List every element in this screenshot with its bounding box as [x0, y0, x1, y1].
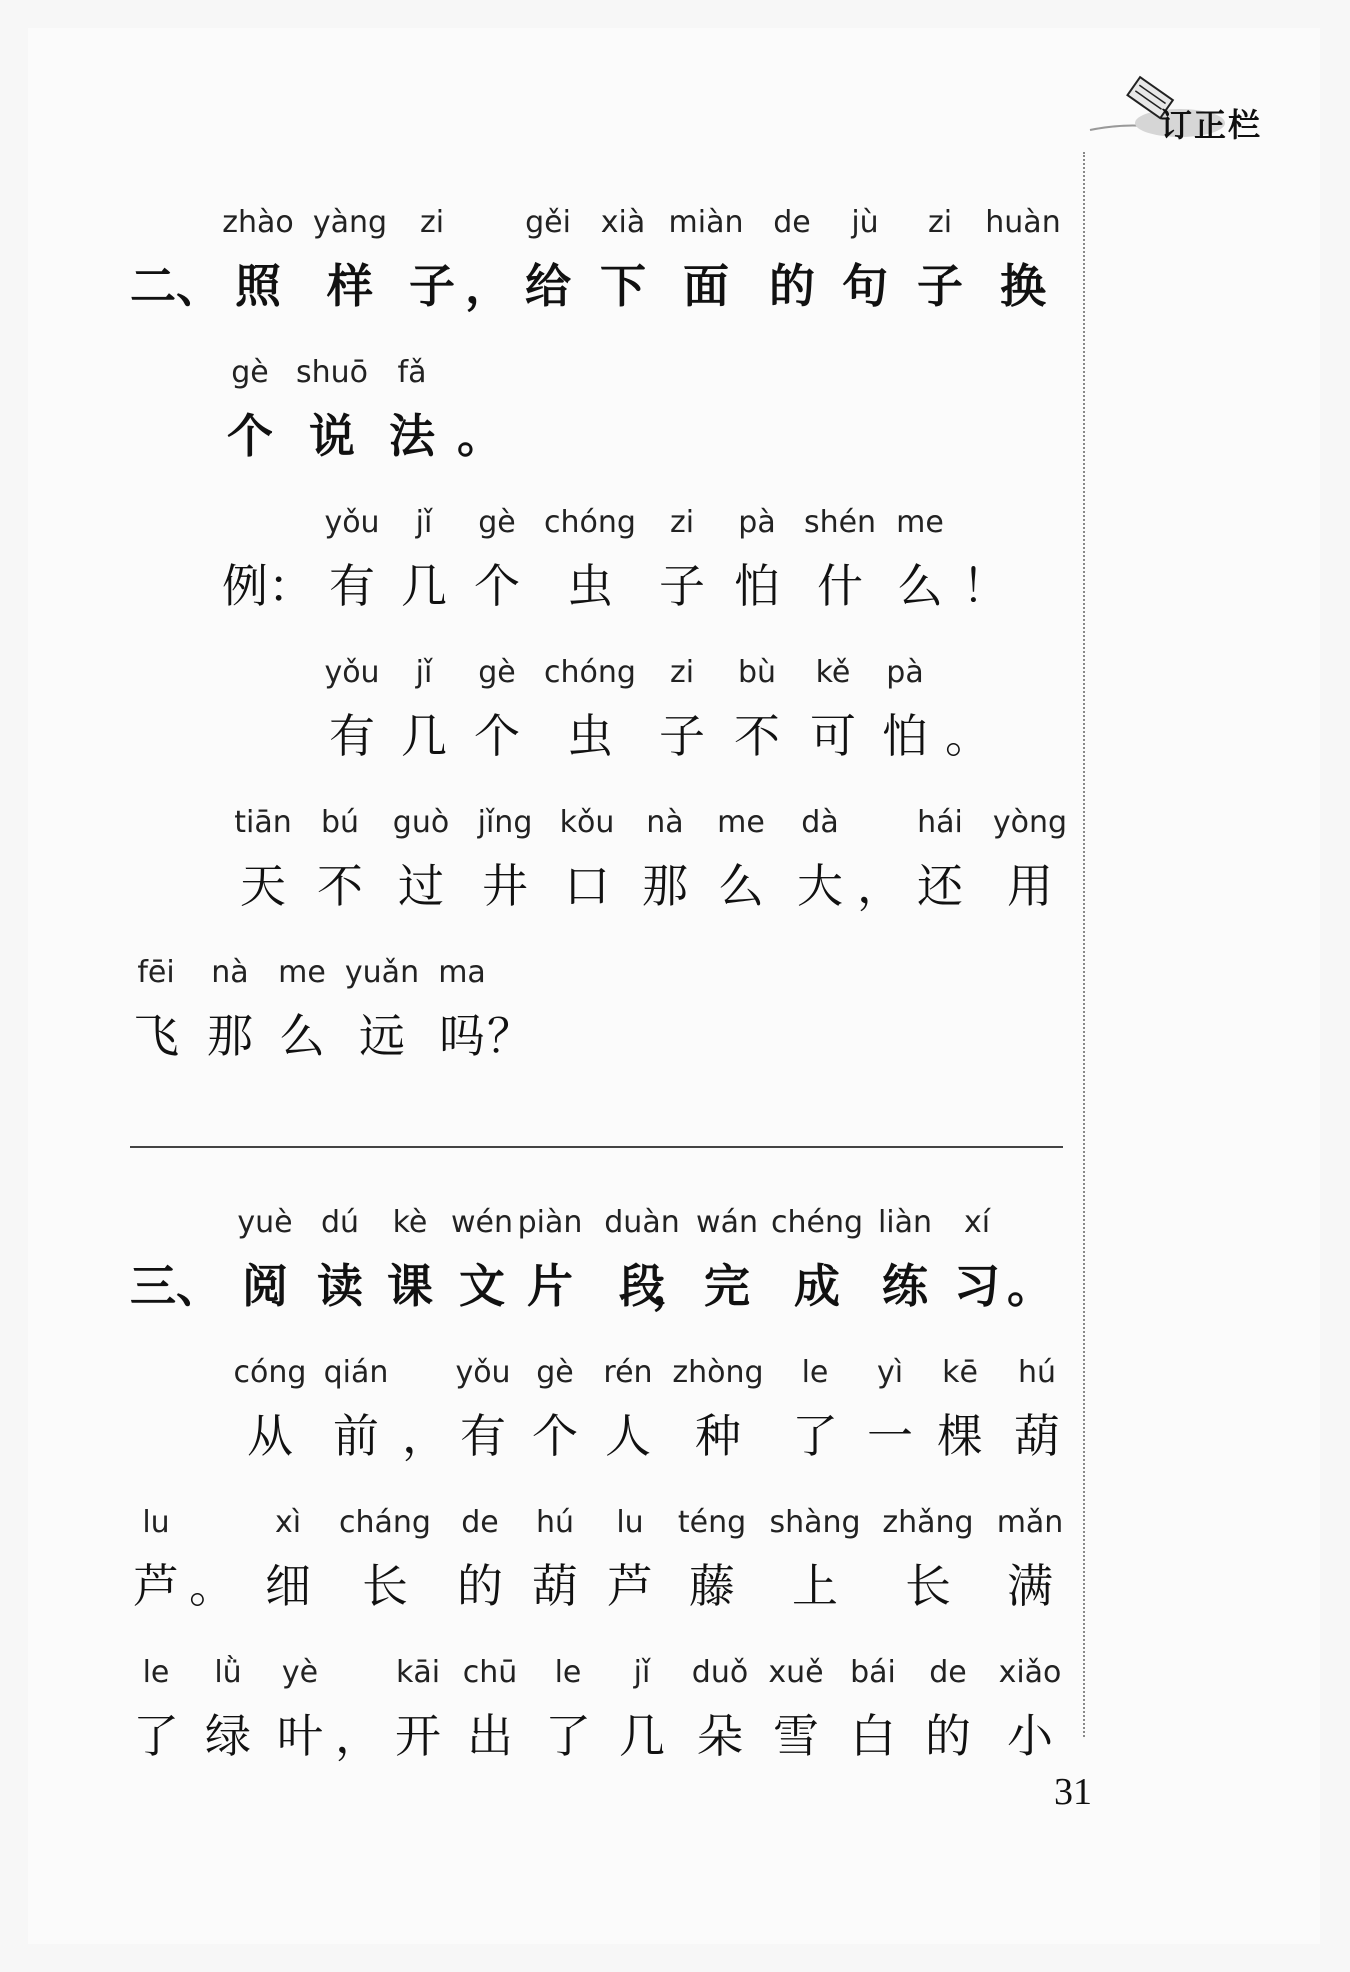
pinyin-syllable: qián: [323, 1355, 389, 1390]
hanzi-character: 藤: [689, 1559, 735, 1613]
pinyin-syllable: jǐ: [633, 1655, 651, 1690]
punctuation-mark: 。: [189, 1559, 235, 1613]
hanzi-character: 段: [619, 1259, 665, 1313]
pinyin-syllable: piàn: [517, 1205, 583, 1240]
pinyin-syllable: yè: [281, 1655, 319, 1690]
pinyin-syllable: guò: [392, 805, 450, 840]
section-number: 二、: [130, 259, 222, 313]
page-number: 31: [1054, 1771, 1092, 1813]
hanzi-character: 长: [362, 1559, 408, 1613]
hanzi-character: 给: [525, 259, 571, 313]
pinyin-syllable: gěi: [525, 205, 571, 240]
pinyin-syllable: miàn: [668, 205, 744, 240]
pinyin-syllable: yòng: [992, 805, 1068, 840]
hanzi-character: 虫: [567, 559, 613, 613]
pinyin-syllable: me: [717, 805, 765, 840]
pinyin-syllable: duàn: [604, 1205, 680, 1240]
pinyin-syllable: zi: [669, 655, 695, 690]
punctuation-mark: 。: [1007, 1259, 1053, 1313]
hanzi-character: 几: [401, 559, 447, 613]
hanzi-character: 葫: [1014, 1409, 1060, 1463]
hanzi-character: 有: [329, 709, 375, 763]
pinyin-syllable: zi: [669, 505, 695, 540]
hanzi-character: 大: [797, 859, 843, 913]
pinyin-syllable: kāi: [395, 1655, 441, 1690]
pinyin-syllable: wán: [696, 1205, 758, 1240]
section2-heading-line1: [0, 205, 1350, 345]
hanzi-character: 种: [695, 1409, 741, 1463]
punctuation-mark: ，: [465, 259, 511, 313]
hanzi-character: 什: [817, 559, 863, 613]
pinyin-syllable: lǜ: [214, 1655, 242, 1690]
pinyin-syllable: shàng: [769, 1505, 861, 1540]
hanzi-character: 上: [792, 1559, 838, 1613]
hanzi-character: 的: [769, 259, 815, 313]
pinyin-syllable: jǐ: [415, 655, 433, 690]
hanzi-character: 天: [240, 859, 286, 913]
hanzi-character: 读: [317, 1259, 363, 1313]
pinyin-syllable: chóng: [544, 655, 636, 690]
pinyin-syllable: chóng: [544, 505, 636, 540]
pinyin-syllable: hái: [917, 805, 963, 840]
pinyin-syllable: huàn: [985, 205, 1061, 240]
hanzi-character: 么: [279, 1009, 325, 1063]
pinyin-syllable: chéng: [770, 1205, 864, 1240]
hanzi-character: 那: [207, 1009, 253, 1063]
hanzi-character: 习: [954, 1259, 1000, 1313]
pinyin-syllable: le: [801, 1355, 829, 1390]
pinyin-syllable: gè: [478, 505, 516, 540]
pinyin-syllable: de: [773, 205, 811, 240]
hanzi-character: 个: [532, 1409, 578, 1463]
pinyin-syllable: nà: [211, 955, 249, 990]
pinyin-syllable: zi: [419, 205, 445, 240]
hanzi-character: 井: [482, 859, 528, 913]
hanzi-character: 么: [718, 859, 764, 913]
hanzi-character: 开: [395, 1709, 441, 1763]
hanzi-character: 虫: [567, 709, 613, 763]
section-number: 例：: [222, 559, 314, 613]
pinyin-syllable: yuè: [237, 1205, 293, 1240]
hanzi-character: 棵: [937, 1409, 983, 1463]
hanzi-character: 葫: [532, 1559, 578, 1613]
pinyin-syllable: téng: [677, 1505, 747, 1540]
hanzi-character: 子: [659, 559, 705, 613]
pinyin-syllable: hú: [535, 1505, 575, 1540]
hanzi-character: 绿: [205, 1709, 251, 1763]
pinyin-syllable: xià: [600, 205, 646, 240]
pinyin-syllable: de: [929, 1655, 967, 1690]
hanzi-character: 有: [460, 1409, 506, 1463]
pinyin-syllable: kǒu: [559, 805, 615, 840]
hanzi-character: 课: [387, 1259, 433, 1313]
pinyin-syllable: hú: [1017, 1355, 1057, 1390]
pinyin-syllable: gè: [231, 355, 269, 390]
punctuation-mark: ！: [962, 559, 1008, 613]
passage-line3: [0, 1655, 1350, 1795]
pinyin-syllable: fǎ: [397, 355, 427, 390]
section2-heading-line2: [0, 355, 1350, 495]
pinyin-syllable: tiān: [234, 805, 292, 840]
pinyin-syllable: duǒ: [691, 1655, 749, 1690]
hanzi-character: 怕: [882, 709, 928, 763]
pinyin-syllable: pà: [738, 505, 776, 540]
pinyin-syllable: yǒu: [324, 655, 380, 690]
pinyin-syllable: pà: [886, 655, 924, 690]
correction-column-label: 订正栏: [1160, 106, 1263, 144]
pinyin-syllable: chū: [462, 1655, 518, 1690]
hanzi-character: 细: [265, 1559, 311, 1613]
pinyin-syllable: kē: [942, 1355, 978, 1390]
hanzi-character: 片: [527, 1259, 573, 1313]
hanzi-character: 子: [917, 259, 963, 313]
pinyin-syllable: bú: [320, 805, 360, 840]
hanzi-character: 怕: [734, 559, 780, 613]
pinyin-syllable: liàn: [877, 1205, 933, 1240]
pinyin-syllable: jù: [851, 205, 879, 240]
hanzi-character: 飞: [133, 1009, 179, 1063]
hanzi-character: 有: [329, 559, 375, 613]
punctuation-mark: ，: [402, 1409, 448, 1463]
pinyin-syllable: ma: [438, 955, 486, 990]
pinyin-syllable: bái: [850, 1655, 896, 1690]
hanzi-character: 还: [917, 859, 963, 913]
pinyin-syllable: dú: [320, 1205, 360, 1240]
pinyin-syllable: lu: [142, 1505, 170, 1540]
pinyin-syllable: dà: [801, 805, 839, 840]
pinyin-syllable: xiǎo: [998, 1655, 1062, 1690]
hanzi-character: 了: [133, 1709, 179, 1763]
pinyin-syllable: kè: [392, 1205, 428, 1240]
hanzi-character: 换: [1000, 259, 1046, 313]
hanzi-character: 从: [247, 1409, 293, 1463]
hanzi-character: 远: [359, 1009, 405, 1063]
punctuation-mark: 。: [945, 709, 991, 763]
punctuation-mark: 。: [457, 409, 503, 463]
pinyin-syllable: kě: [815, 655, 851, 690]
pinyin-syllable: xì: [274, 1505, 302, 1540]
pinyin-syllable: xuě: [768, 1655, 824, 1690]
hanzi-character: 用: [1007, 859, 1053, 913]
hanzi-character: 几: [619, 1709, 665, 1763]
hanzi-character: 不: [734, 709, 780, 763]
hanzi-character: 文: [459, 1259, 505, 1313]
hanzi-character: 下: [600, 259, 646, 313]
section-number: 三、: [130, 1259, 222, 1313]
pinyin-syllable: me: [278, 955, 326, 990]
pinyin-syllable: zhǎng: [882, 1505, 974, 1540]
pinyin-syllable: gè: [478, 655, 516, 690]
pinyin-syllable: cháng: [339, 1505, 431, 1540]
pinyin-syllable: shén: [803, 505, 877, 540]
pinyin-syllable: yǒu: [324, 505, 380, 540]
pinyin-syllable: mǎn: [996, 1505, 1064, 1540]
pinyin-syllable: shuō: [295, 355, 369, 390]
hanzi-character: 白: [850, 1709, 896, 1763]
pinyin-syllable: zhào: [222, 205, 294, 240]
hanzi-character: 口: [564, 859, 610, 913]
pinyin-syllable: jǐ: [415, 505, 433, 540]
hanzi-character: 的: [925, 1709, 971, 1763]
hanzi-character: 几: [401, 709, 447, 763]
pinyin-syllable: fēi: [137, 955, 175, 990]
pinyin-syllable: le: [142, 1655, 170, 1690]
passage-line1: [0, 1355, 1350, 1495]
hanzi-character: 雪: [773, 1709, 819, 1763]
hanzi-character: 面: [683, 259, 729, 313]
hanzi-character: 可: [810, 709, 856, 763]
hanzi-character: 长: [905, 1559, 951, 1613]
hanzi-character: 个: [474, 709, 520, 763]
hanzi-character: 出: [467, 1709, 513, 1763]
pinyin-syllable: de: [461, 1505, 499, 1540]
hanzi-character: 个: [227, 409, 273, 463]
pinyin-syllable: lu: [616, 1505, 644, 1540]
pinyin-syllable: yì: [876, 1355, 904, 1390]
hanzi-character: 叶: [277, 1709, 323, 1763]
pinyin-syllable: xí: [963, 1205, 991, 1240]
punctuation-mark: ，: [335, 1709, 381, 1763]
pinyin-syllable: bù: [737, 655, 777, 690]
hanzi-character: 那: [642, 859, 688, 913]
hanzi-character: 子: [659, 709, 705, 763]
pinyin-syllable: yǒu: [455, 1355, 511, 1390]
hanzi-character: 芦: [133, 1559, 179, 1613]
pinyin-syllable: wén: [450, 1205, 514, 1240]
hanzi-character: 了: [545, 1709, 591, 1763]
pinyin-syllable: yàng: [312, 205, 388, 240]
pinyin-syllable: rén: [603, 1355, 653, 1390]
question-sentence-line1: [0, 805, 1350, 945]
punctuation-mark: ，: [652, 1259, 698, 1313]
pinyin-syllable: gè: [536, 1355, 574, 1390]
pinyin-syllable: nà: [646, 805, 684, 840]
passage-line2: [0, 1505, 1350, 1645]
hanzi-character: 的: [457, 1559, 503, 1613]
hanzi-character: 照: [235, 259, 281, 313]
hanzi-character: 完: [704, 1259, 750, 1313]
question-sentence-line2: [0, 955, 1350, 1095]
pinyin-syllable: cóng: [233, 1355, 307, 1390]
hanzi-character: 芦: [607, 1559, 653, 1613]
hanzi-character: 人: [605, 1409, 651, 1463]
hanzi-character: 不: [317, 859, 363, 913]
hanzi-character: 么: [897, 559, 943, 613]
section3-heading: [0, 1205, 1350, 1345]
hanzi-character: 子: [409, 259, 455, 313]
punctuation-mark: ？: [487, 1009, 533, 1063]
hanzi-character: 一: [867, 1409, 913, 1463]
pinyin-syllable: zhòng: [672, 1355, 764, 1390]
hanzi-character: 前: [333, 1409, 379, 1463]
example-sentence-line1: [0, 505, 1350, 645]
pinyin-syllable: jǐng: [477, 805, 533, 840]
hanzi-character: 过: [398, 859, 444, 913]
hanzi-character: 练: [882, 1259, 928, 1313]
hanzi-character: 成: [794, 1259, 840, 1313]
hanzi-character: 说: [309, 409, 355, 463]
hanzi-character: 了: [792, 1409, 838, 1463]
hanzi-character: 个: [474, 559, 520, 613]
hanzi-character: 吗: [439, 1009, 485, 1063]
hanzi-character: 法: [389, 409, 435, 463]
hanzi-character: 样: [327, 259, 373, 313]
example-sentence-line2: [0, 655, 1350, 795]
punctuation-mark: ，: [857, 859, 903, 913]
hanzi-character: 满: [1007, 1559, 1053, 1613]
pinyin-syllable: me: [896, 505, 944, 540]
hanzi-character: 阅: [242, 1259, 288, 1313]
hanzi-character: 朵: [697, 1709, 743, 1763]
section-divider: [130, 1146, 1063, 1148]
pinyin-syllable: zi: [927, 205, 953, 240]
hanzi-character: 句: [842, 259, 888, 313]
pinyin-syllable: yuǎn: [344, 955, 420, 990]
hanzi-character: 小: [1007, 1709, 1053, 1763]
pinyin-syllable: le: [554, 1655, 582, 1690]
